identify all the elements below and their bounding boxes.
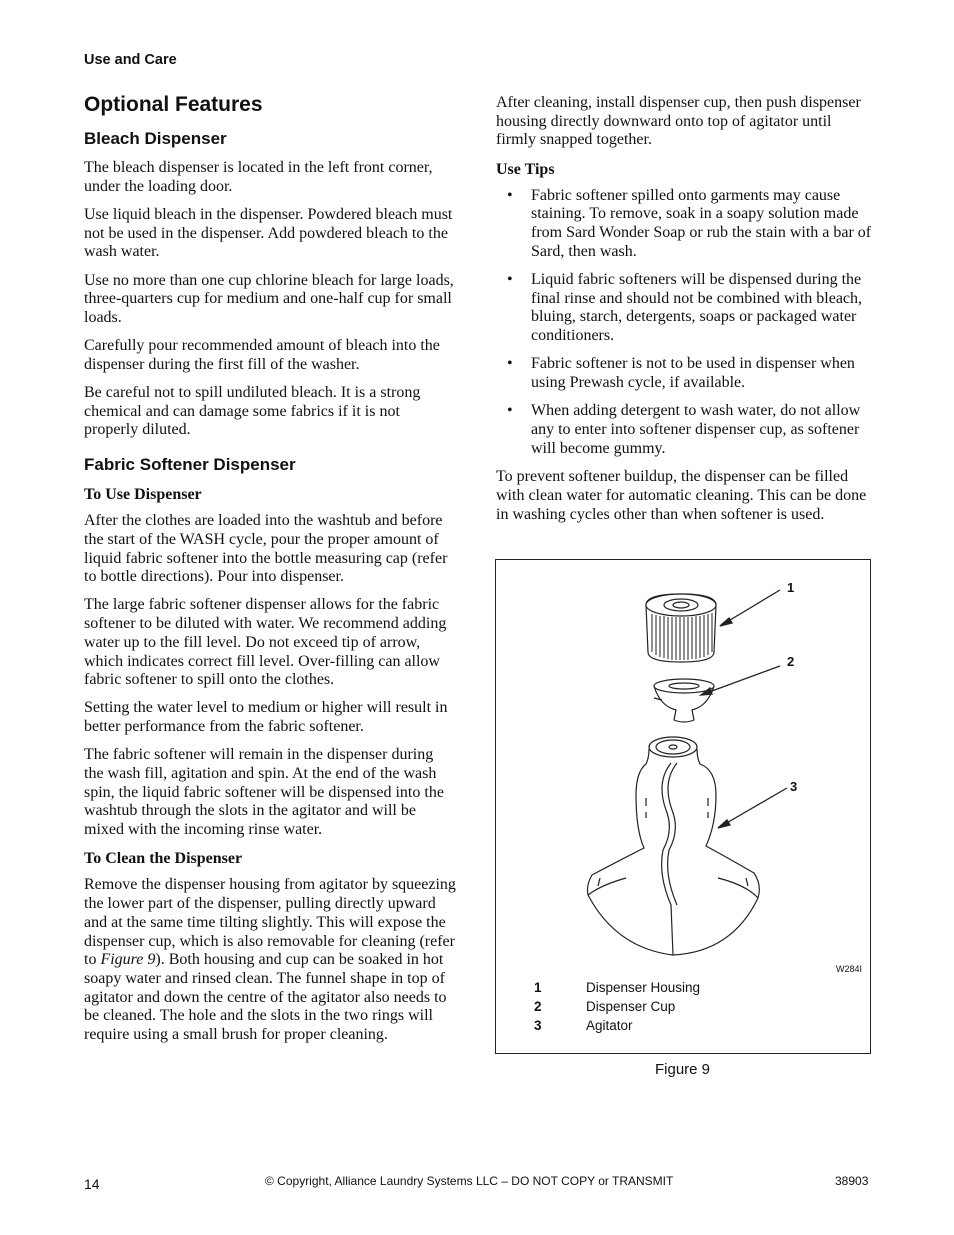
bleach-paragraph: Be careful not to spill undiluted bleach. It is a strong chemical and can damage some fabrics if it is not properly diluted.	[84, 384, 421, 439]
use-paragraph: After the clothes are loaded into the washtub and before the start of the WASH cycle, pour the proper amount of liquid fabric softener into the bottle measuring cap (refer to bottle directions). Pour into dispenser.	[84, 512, 448, 586]
bullet-icon: •	[507, 270, 513, 288]
bleach-paragraph: Use no more than one cup chlorine bleach for large loads, three-quarters cup for medium and one-half cup for small loads.	[84, 271, 454, 326]
to-clean-dispenser-heading: To Clean the Dispenser	[84, 850, 243, 868]
callout-2: 2	[787, 654, 795, 669]
legend-label: Dispenser Housing	[586, 980, 701, 995]
list-item	[496, 187, 872, 262]
legend-row	[534, 1018, 633, 1033]
install-paragraph: After cleaning, install dispenser cup, then push dispenser housing directly downward onto top of agitator until firmly snapped together.	[496, 94, 861, 149]
use-paragraph: The fabric softener will remain in the dispenser during the wash fill, agitation and spin. At the end of the wash spin, the liquid fabric softener will be dispensed into the washtub through the slots in the agitator and will be mixed with the incoming rinse water.	[84, 746, 444, 839]
callout-1: 1	[787, 580, 795, 595]
figure-code: W284I	[836, 964, 863, 974]
list-item	[496, 271, 872, 346]
use-tips-heading: Use Tips	[496, 160, 555, 178]
legend-number: 1	[534, 980, 542, 995]
left-column	[84, 92, 456, 1054]
page-number: 14	[84, 1176, 100, 1192]
to-use-dispenser-heading: To Use Dispenser	[84, 486, 202, 504]
legend-row	[534, 999, 675, 1014]
legend-number: 3	[534, 1018, 542, 1033]
right-column	[496, 94, 872, 534]
softener-buildup-paragraph: To prevent softener buildup, the dispenser can be filled with clean water for automatic cleaning. This can be done in washing cycles other than when softener is used.	[496, 468, 867, 523]
use-paragraph: Setting the water level to medium or higher will result in better performance from the fabric softener.	[84, 699, 448, 736]
bleach-paragraph: The bleach dispenser is located in the left front corner, under the loading door.	[84, 159, 433, 195]
dispenser-cup-icon	[654, 679, 714, 722]
clean-text-start: Remove the dispenser housing from agitator by squeezing the lower part of the dispenser, pulling directly upward and at the same time tilting slightly. This will expose the dispenser cup, which is also removable for cleaning (refer to	[84, 876, 456, 969]
tip-text: Fabric softener is not to be used in dispenser when using Prewash cycle, if available.	[531, 355, 855, 391]
tip-text: Liquid fabric softeners will be dispensed during the final rinse and should not be combined with bleach, bluing, starch, detergents, soaps or packaged water conditioners.	[531, 270, 863, 345]
list-item	[496, 355, 872, 392]
bleach-dispenser-heading: Bleach Dispenser	[84, 129, 227, 148]
page-title: Optional Features	[84, 93, 263, 116]
figure-caption: Figure 9	[655, 1061, 711, 1078]
agitator-icon	[588, 737, 760, 955]
legend-label: Dispenser Cup	[586, 999, 676, 1014]
bleach-paragraph: Carefully pour recommended amount of bleach into the dispenser during the first fill of the washer.	[84, 337, 440, 373]
fabric-softener-heading: Fabric Softener Dispenser	[84, 455, 296, 475]
legend-row	[534, 980, 700, 995]
bleach-paragraph: Use liquid bleach in the dispenser. Powdered bleach must not be used in the dispenser. Add powdered bleach to the wash water.	[84, 205, 453, 261]
tip-text: Fabric softener spilled onto garments may cause staining. To remove, soak in a soapy solution made from Sard Wonder Soap or rub the stain with a bar of Sard, then wash.	[531, 186, 872, 260]
bullet-icon: •	[507, 402, 513, 420]
bullet-icon: •	[507, 355, 513, 373]
bullet-icon: •	[507, 186, 513, 204]
section-label: Use and Care	[84, 52, 177, 68]
copyright-notice: © Copyright, Alliance Laundry Systems LLC – DO NOT COPY or TRANSMIT	[265, 1174, 674, 1188]
tip-text: When adding detergent to wash water, do not allow any to enter into softener dispenser cup, as softener will become gummy.	[531, 402, 861, 457]
dispenser-housing-icon	[646, 594, 716, 662]
legend-label: Agitator	[586, 1018, 633, 1033]
callout-3: 3	[790, 779, 798, 794]
document-number: 38903	[835, 1174, 869, 1188]
list-item	[496, 402, 872, 458]
clean-text-end: ). Both housing and cup can be soaked in hot soapy water and rinsed clean. The funnel shape in top of agitator and down the centre of the agitator also needs to be cleaned. The hole and the slots in the two rings will require using a small brush for proper cleaning.	[84, 951, 447, 1044]
legend-number: 2	[534, 999, 542, 1014]
figure-reference-link[interactable]: Figure 9	[100, 951, 156, 969]
use-paragraph: The large fabric softener dispenser allows for the fabric softener to be diluted with water. We recommend adding water up to the fill level. Do not exceed tip of arrow, which indicates correct fill level. Over-filling can allow fabric softener to spill onto the clothes.	[84, 596, 447, 689]
use-tips-list	[496, 187, 872, 459]
clean-paragraph	[84, 876, 456, 1044]
figure-9-box	[495, 559, 871, 1054]
